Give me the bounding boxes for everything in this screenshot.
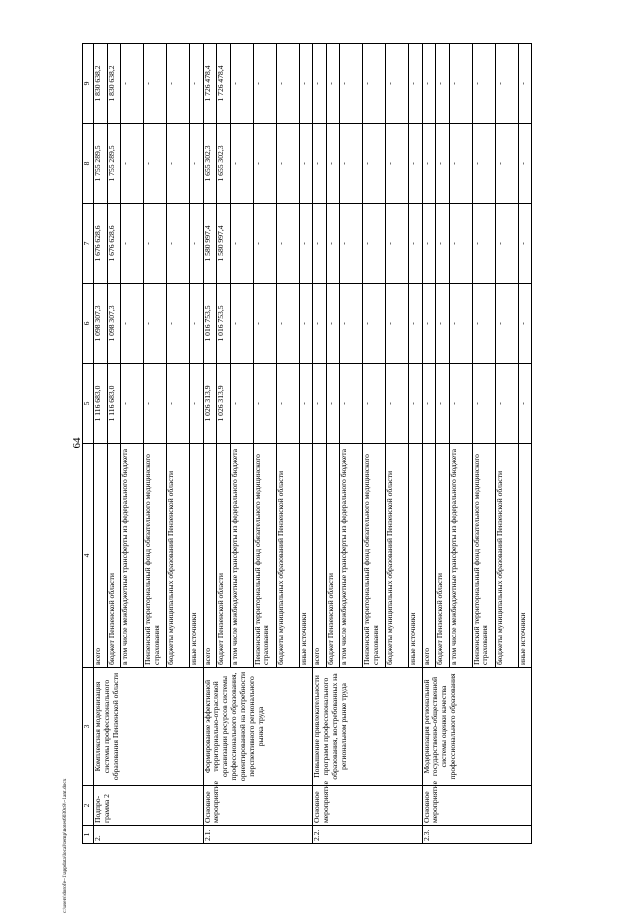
value-cell-year-9: 1 726 478,4 — [203, 44, 217, 124]
value-cell-year-8: 1 655 302,3 — [203, 124, 217, 204]
value-cell-year-9: - — [518, 44, 532, 124]
value-cell-year-7: - — [144, 204, 167, 284]
value-cell-year-5: - — [326, 364, 340, 444]
value-cell-year-7: 1 580 997,4 — [203, 204, 217, 284]
row-number-cell: 2.1. — [203, 826, 313, 844]
value-cell-year-6: - — [299, 284, 313, 364]
item-name-cell: Повышение привлекательности программ профессионального образования, востребованных на региональном рынке труда — [313, 668, 423, 786]
value-cell-year-6: - — [121, 284, 144, 364]
financing-table — [82, 43, 532, 844]
item-type-cell: Основное мероприятие — [203, 786, 313, 826]
funding-source-cell: в том числе межбюджетные трансферты из федерального бюджета — [121, 444, 144, 668]
value-cell-year-5: 1 026 313,9 — [217, 364, 231, 444]
value-cell-year-5: - — [449, 364, 472, 444]
header-cell: 9 — [83, 44, 94, 124]
value-cell-year-5: - — [436, 364, 450, 444]
value-cell-year-6: - — [313, 284, 327, 364]
value-cell-year-8: - — [386, 124, 409, 204]
value-cell-year-6: - — [190, 284, 204, 364]
value-cell-year-5: - — [340, 364, 363, 444]
table-row — [422, 44, 436, 844]
value-cell-year-7: 1 580 997,4 — [217, 204, 231, 284]
value-cell-year-8: - — [409, 124, 423, 204]
value-cell-year-8: - — [299, 124, 313, 204]
funding-source-cell: всего — [422, 444, 436, 668]
table-body — [94, 44, 532, 844]
value-cell-year-5: - — [253, 364, 276, 444]
value-cell-year-5: - — [409, 364, 423, 444]
value-cell-year-8: - — [326, 124, 340, 204]
item-type-cell: Основное мероприятие — [422, 786, 532, 826]
funding-source-cell: бюджеты муниципальных образований Пензенской области — [495, 444, 518, 668]
funding-source-cell: иные источники — [409, 444, 423, 668]
value-cell-year-7: - — [436, 204, 450, 284]
value-cell-year-5: 1 116 683,0 — [94, 364, 108, 444]
value-cell-year-6: 1 016 753,5 — [217, 284, 231, 364]
value-cell-year-7: - — [253, 204, 276, 284]
value-cell-year-6: - — [495, 284, 518, 364]
item-type-cell: Подпро-грамма 2 — [94, 786, 204, 826]
value-cell-year-7: - — [299, 204, 313, 284]
value-cell-year-5: - — [495, 364, 518, 444]
value-cell-year-9: - — [299, 44, 313, 124]
value-cell-year-7: - — [495, 204, 518, 284]
funding-source-cell: бюджет Пензенской области — [326, 444, 340, 668]
rotated-page-content — [82, 44, 612, 844]
value-cell-year-6: - — [326, 284, 340, 364]
header-cell: 1 — [83, 826, 94, 844]
value-cell-year-8: - — [121, 124, 144, 204]
header-cell: 7 — [83, 204, 94, 284]
value-cell-year-7: - — [313, 204, 327, 284]
value-cell-year-6: - — [340, 284, 363, 364]
value-cell-year-9: - — [340, 44, 363, 124]
value-cell-year-9: - — [495, 44, 518, 124]
value-cell-year-7: - — [190, 204, 204, 284]
value-cell-year-6: 1 098 307,3 — [94, 284, 108, 364]
value-cell-year-7: 1 676 628,6 — [107, 204, 121, 284]
value-cell-year-8: - — [313, 124, 327, 204]
value-cell-year-7: - — [449, 204, 472, 284]
value-cell-year-8: - — [518, 124, 532, 204]
value-cell-year-6: 1 098 307,3 — [107, 284, 121, 364]
header-cell: 8 — [83, 124, 94, 204]
footer-file-path: c:\users\dorofe~1\appdata\local\temp\notes6030c8\~1ant.docx — [62, 778, 68, 913]
value-cell-year-9: - — [422, 44, 436, 124]
value-cell-year-8: - — [436, 124, 450, 204]
value-cell-year-6: 1 016 753,5 — [203, 284, 217, 364]
value-cell-year-8: - — [276, 124, 299, 204]
value-cell-year-5: - — [144, 364, 167, 444]
value-cell-year-9: - — [472, 44, 495, 124]
value-cell-year-9: - — [363, 44, 386, 124]
value-cell-year-8: - — [340, 124, 363, 204]
value-cell-year-9: - — [167, 44, 190, 124]
value-cell-year-9: - — [326, 44, 340, 124]
value-cell-year-6: - — [436, 284, 450, 364]
value-cell-year-7: - — [363, 204, 386, 284]
value-cell-year-9: - — [436, 44, 450, 124]
item-name-cell: Модернизация региональной государственно-общественной системы оценки качества профессионального образования — [422, 668, 532, 786]
header-cell: 3 — [83, 668, 94, 786]
value-cell-year-8: - — [230, 124, 253, 204]
value-cell-year-6: - — [518, 284, 532, 364]
value-cell-year-8: - — [422, 124, 436, 204]
funding-source-cell: всего — [94, 444, 108, 668]
value-cell-year-8: 1 755 289,5 — [107, 124, 121, 204]
value-cell-year-9: - — [121, 44, 144, 124]
value-cell-year-5: - — [190, 364, 204, 444]
item-type-cell: Основное мероприятие — [313, 786, 423, 826]
value-cell-year-8: - — [495, 124, 518, 204]
value-cell-year-5: - — [386, 364, 409, 444]
value-cell-year-6: - — [276, 284, 299, 364]
page-number: 64 — [71, 437, 83, 449]
value-cell-year-8: - — [449, 124, 472, 204]
value-cell-year-9: - — [190, 44, 204, 124]
header-cell: 2 — [83, 786, 94, 826]
value-cell-year-8: - — [253, 124, 276, 204]
funding-source-cell: Пензенский территориальный фонд обязательного медицинского страхования — [363, 444, 386, 668]
value-cell-year-9: - — [253, 44, 276, 124]
table-row — [203, 44, 217, 844]
value-cell-year-8: 1 755 289,5 — [94, 124, 108, 204]
value-cell-year-6: - — [472, 284, 495, 364]
row-number-cell: 2. — [94, 826, 204, 844]
value-cell-year-7: - — [409, 204, 423, 284]
table-header-row — [83, 44, 94, 844]
funding-source-cell: в том числе межбюджетные трансферты из федерального бюджета — [449, 444, 472, 668]
item-name-cell: Комплексная модернизация системы профессионального образования Пензенской области — [94, 668, 204, 786]
value-cell-year-6: - — [409, 284, 423, 364]
value-cell-year-5: - — [363, 364, 386, 444]
value-cell-year-8: 1 655 302,3 — [217, 124, 231, 204]
funding-source-cell: бюджеты муниципальных образований Пензенской области — [386, 444, 409, 668]
funding-source-cell: бюджет Пензенской области — [436, 444, 450, 668]
value-cell-year-8: - — [144, 124, 167, 204]
value-cell-year-6: - — [144, 284, 167, 364]
funding-source-cell: всего — [203, 444, 217, 668]
value-cell-year-9: - — [230, 44, 253, 124]
funding-source-cell: Пензенский территориальный фонд обязательного медицинского страхования — [253, 444, 276, 668]
value-cell-year-7: 1 676 628,6 — [94, 204, 108, 284]
value-cell-year-9: - — [276, 44, 299, 124]
value-cell-year-5: 1 026 313,9 — [203, 364, 217, 444]
value-cell-year-6: - — [422, 284, 436, 364]
value-cell-year-7: - — [167, 204, 190, 284]
value-cell-year-6: - — [449, 284, 472, 364]
value-cell-year-5: - — [230, 364, 253, 444]
value-cell-year-7: - — [422, 204, 436, 284]
value-cell-year-7: - — [340, 204, 363, 284]
item-name-cell: Формирование эффективной территориально-отраслевой организации ресурсов системы профессионального образования, ориентированной на потребности перспективного регионального рынка труда — [203, 668, 313, 786]
funding-source-cell: иные источники — [299, 444, 313, 668]
header-cell: 4 — [83, 444, 94, 668]
funding-source-cell: иные источники — [518, 444, 532, 668]
funding-source-cell: Пензенский территориальный фонд обязательного медицинского страхования — [144, 444, 167, 668]
header-cell: 6 — [83, 284, 94, 364]
value-cell-year-9: - — [449, 44, 472, 124]
value-cell-year-5: - — [299, 364, 313, 444]
funding-source-cell: бюджеты муниципальных образований Пензенской области — [167, 444, 190, 668]
value-cell-year-7: - — [121, 204, 144, 284]
value-cell-year-8: - — [167, 124, 190, 204]
value-cell-year-5: 1 116 683,0 — [107, 364, 121, 444]
funding-source-cell: иные источники — [190, 444, 204, 668]
value-cell-year-9: 1 830 638,2 — [94, 44, 108, 124]
row-number-cell: 2.3. — [422, 826, 532, 844]
value-cell-year-7: - — [518, 204, 532, 284]
value-cell-year-6: - — [363, 284, 386, 364]
value-cell-year-6: - — [230, 284, 253, 364]
value-cell-year-5: - — [276, 364, 299, 444]
value-cell-year-6: - — [253, 284, 276, 364]
value-cell-year-7: - — [326, 204, 340, 284]
funding-source-cell: в том числе межбюджетные трансферты из федерального бюджета — [340, 444, 363, 668]
table-row — [94, 44, 108, 844]
row-number-cell: 2.2. — [313, 826, 423, 844]
value-cell-year-5: - — [422, 364, 436, 444]
header-cell: 5 — [83, 364, 94, 444]
value-cell-year-5: - — [313, 364, 327, 444]
value-cell-year-8: - — [190, 124, 204, 204]
funding-source-cell: бюджет Пензенской области — [217, 444, 231, 668]
funding-source-cell: бюджеты муниципальных образований Пензенской области — [276, 444, 299, 668]
value-cell-year-8: - — [363, 124, 386, 204]
value-cell-year-9: - — [409, 44, 423, 124]
value-cell-year-9: 1 726 478,4 — [217, 44, 231, 124]
value-cell-year-5: - — [472, 364, 495, 444]
value-cell-year-5: - — [518, 364, 532, 444]
value-cell-year-9: - — [313, 44, 327, 124]
value-cell-year-6: - — [386, 284, 409, 364]
funding-source-cell: Пензенский территориальный фонд обязательного медицинского страхования — [472, 444, 495, 668]
table-row — [313, 44, 327, 844]
value-cell-year-7: - — [276, 204, 299, 284]
funding-source-cell: бюджет Пензенской области — [107, 444, 121, 668]
value-cell-year-9: 1 830 638,2 — [107, 44, 121, 124]
value-cell-year-5: - — [121, 364, 144, 444]
value-cell-year-7: - — [386, 204, 409, 284]
value-cell-year-5: - — [167, 364, 190, 444]
funding-source-cell: всего — [313, 444, 327, 668]
value-cell-year-7: - — [472, 204, 495, 284]
value-cell-year-9: - — [144, 44, 167, 124]
value-cell-year-7: - — [230, 204, 253, 284]
funding-source-cell: в том числе межбюджетные трансферты из федерального бюджета — [230, 444, 253, 668]
value-cell-year-8: - — [472, 124, 495, 204]
value-cell-year-6: - — [167, 284, 190, 364]
value-cell-year-9: - — [386, 44, 409, 124]
